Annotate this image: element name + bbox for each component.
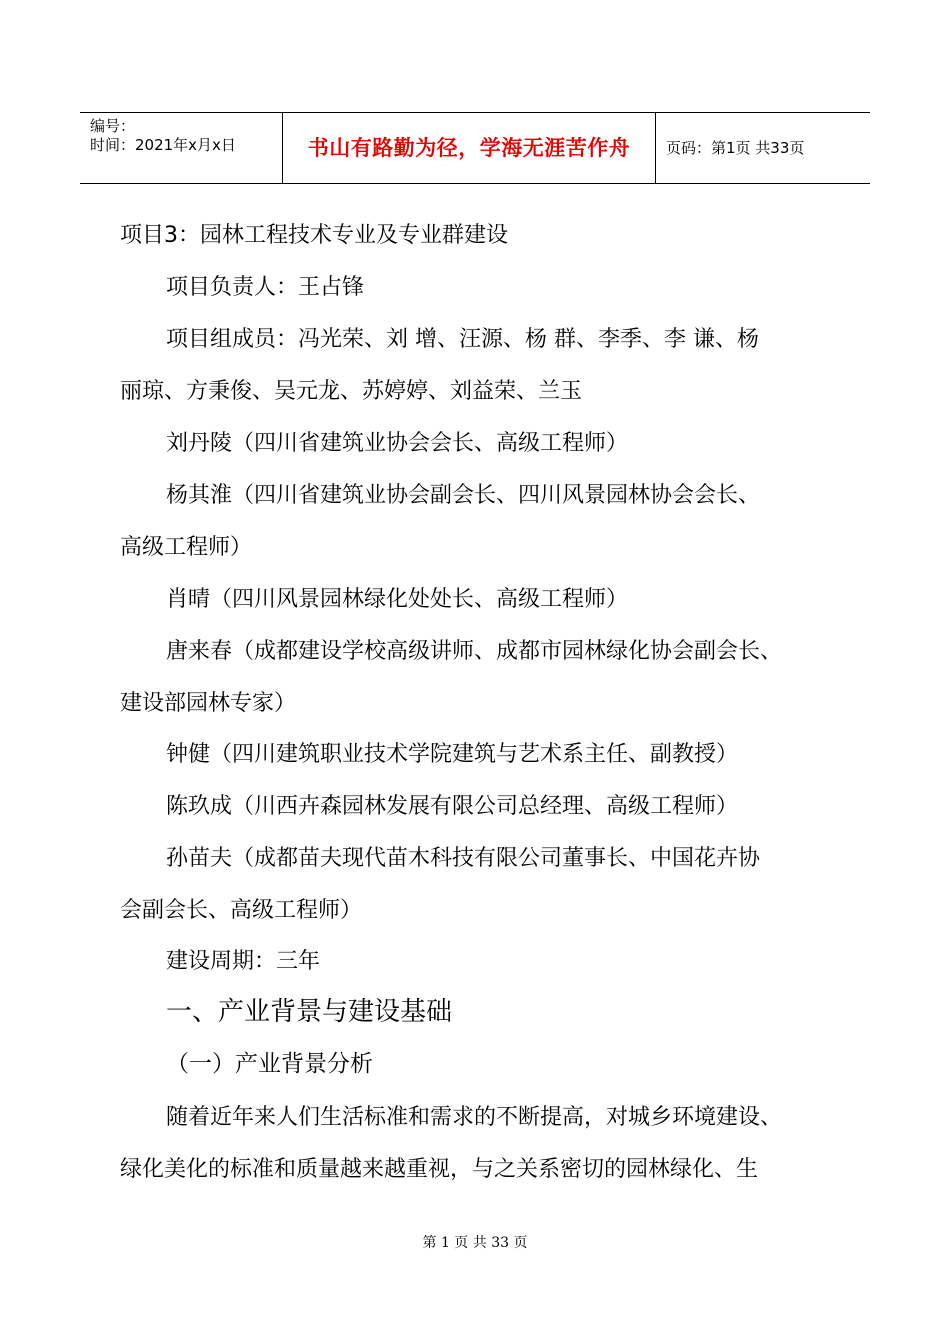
advisor-line: 陈玖成（川西卉森园林发展有限公司总经理、高级工程师） — [166, 794, 739, 819]
advisor-line-cont: 会副会长、高级工程师） — [120, 898, 363, 923]
advisor-line: 肖晴（四川风景园林绿化处处长、高级工程师） — [166, 587, 629, 612]
project-leader: 项目负责人：王占锋 — [166, 275, 365, 300]
construction-period: 建设周期：三年 — [166, 949, 321, 974]
header-table — [80, 112, 870, 184]
doc-number-label: 编号： — [90, 117, 136, 135]
advisor-line-cont: 建设部园林专家） — [120, 691, 297, 716]
doc-time-label: 时间：2021年x月x日 — [90, 136, 236, 154]
advisor-line-cont: 高级工程师） — [120, 535, 253, 560]
advisor-line: 钟健（四川建筑职业技术学院建筑与艺术系主任、副教授） — [166, 742, 739, 767]
subsection-heading: （一）产业背景分析 — [166, 1051, 373, 1077]
advisor-line: 杨其淮（四川省建筑业协会副会长、四川风景园林协会会长、 — [166, 483, 761, 508]
header-info-cell — [80, 113, 283, 183]
advisor-line: 唐来春（成都建设学校高级讲师、成都市园林绿化协会副会长、 — [166, 639, 783, 664]
header-page-number: 页码：第1页 共33页 — [666, 139, 805, 157]
project-title: 项目3：园林工程技术专业及专业群建设 — [120, 223, 508, 248]
paragraph-line: 绿化美化的标准和质量越来越重视，与之关系密切的园林绿化、生 — [120, 1157, 759, 1182]
advisor-line: 孙苗夫（成都苗夫现代苗木科技有限公司董事长、中国花卉协 — [166, 846, 761, 871]
advisor-line: 刘丹陵（四川省建筑业协会会长、高级工程师） — [166, 431, 629, 456]
paragraph-line: 随着近年来人们生活标准和需求的不断提高，对城乡环境建设、 — [166, 1105, 783, 1130]
footer-page-number: 第 1 页 共 33 页 — [422, 1235, 528, 1251]
section-heading: 一、产业背景与建设基础 — [166, 997, 453, 1027]
header-motto: 书山有路勤为径，学海无涯苦作舟 — [283, 113, 656, 183]
project-members: 项目组成员：冯光荣、刘 增、汪源、杨 群、李季、李 谦、杨 — [166, 327, 759, 352]
project-members-cont: 丽琼、方秉俊、吴元龙、苏婷婷、刘益荣、兰玉 — [120, 379, 583, 404]
